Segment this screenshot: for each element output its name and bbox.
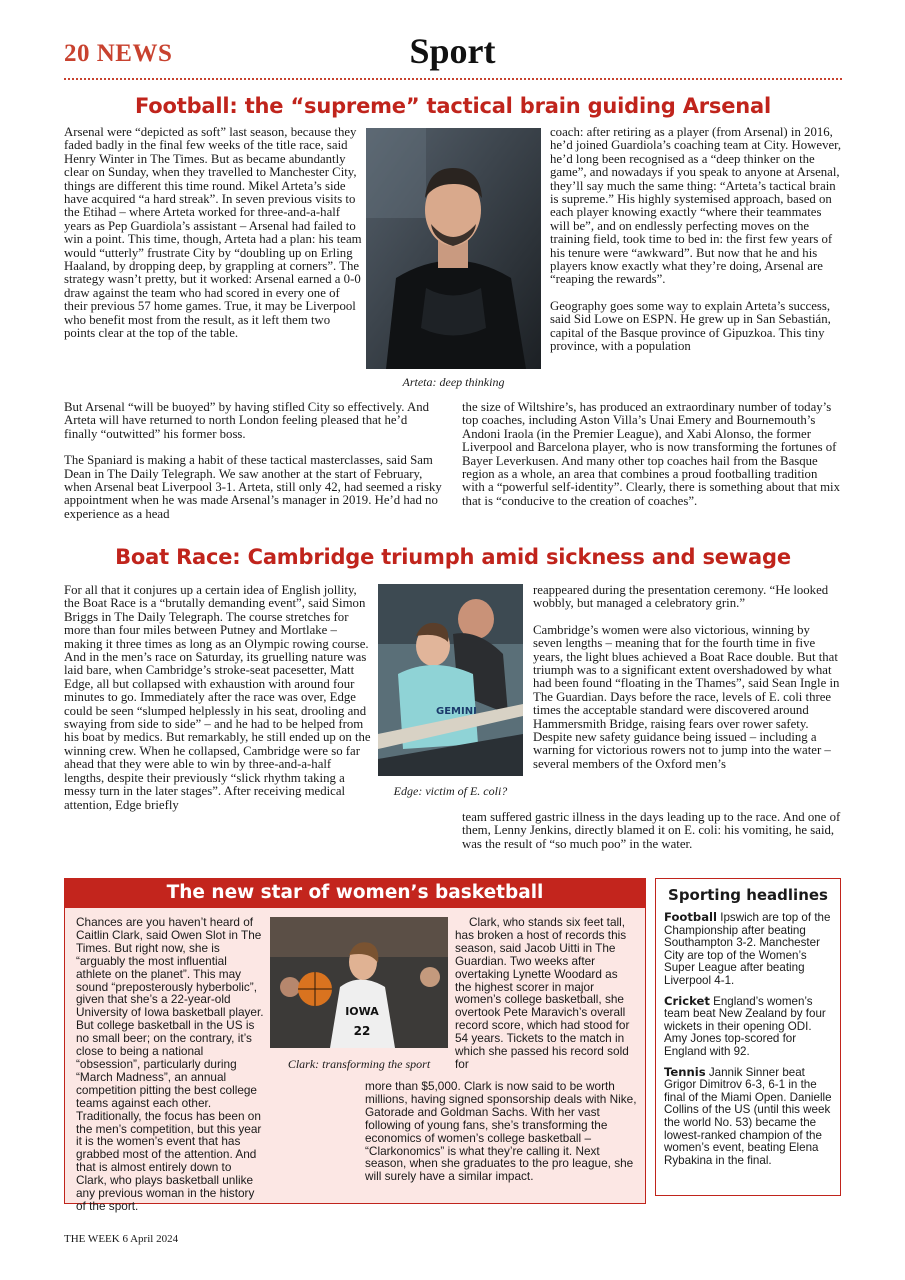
boatrace-paragraph: For all that it conjures up a certain idea of English jollity, the Boat Race is a “brutally demanding event”, said Simon Briggs in The Daily Telegraph. The course stretches for more than four miles between Putney and Mortlake – making it three times as long as an Olympic rowing course. And in the men’s race on Saturday, its gruelling nature was laid bare, when Cambridge’s stroke-seat pacesetter, Matt Edge, all but collapsed with exhaustion with around four minutes to go. Immediately after the race was over, Edge could be seen “slumped helplessly in his seat, drooling and swaying from side to side” – and he had to be helped from his boat by medics. But remarkably, he still ended up on the winning crew. When he collapsed, Cambridge were so far ahead that they were able to win by three-and-a-half lengths, despite their previously “slick rhythm taking a messy turn in the later stages”. After receiving medical attention, Edge briefly xyxy=(64,583,371,812)
football-caption: Arteta: deep thinking xyxy=(402,375,505,389)
sporting-headlines-title: Sporting headlines xyxy=(668,886,828,904)
football-paragraph: The Spaniard is making a habit of these tactical masterclasses, said Sam Dean in The Daily Telegraph. We saw another at the start of February, when Arsenal beat Liverpool 3-1. Arteta, still only 42, had seemed a risky appointment when he was made Arsenal’s manager in 2019. He’d had no experience as a head xyxy=(64,453,442,521)
football-column-left xyxy=(64,126,362,341)
football-paragraph: Geography goes some way to explain Arteta’s success, said Sid Lowe on ESPN. He grew up in San Sebastián, capital of the Basque province of Gipuzkoa. This tiny province, with a population xyxy=(550,298,831,354)
section-title: Sport xyxy=(409,31,496,71)
photo-sponsor-text: GEMINI xyxy=(436,706,477,717)
boatrace-paragraph: Cambridge’s women were also victorious, winning by seven lengths – meaning that for the fourth time in five years, the light blues achieved a Boat Race double. But that triumph was to a significant extent overshadowed by what had been found “floating in the Thames”, said Sean Ingle in The Guardian. Days before the race, levels of E. coli three times the acceptable standard were discovered around Hammersmith Bridge, raising fears over rower safety. Despite new safety guidance being issued – including a warning for victorious rowers not to jump into the water – several members of the Oxford men’s xyxy=(533,622,840,771)
headline-item-tennis xyxy=(664,1066,834,1168)
boatrace-paragraph: team suffered gastric illness in the days leading up to the race. And one of them, Lenny Jenkins, directly blamed it on E. coli: his vomiting, he said, was the result of “so much poo” in the water. xyxy=(462,810,841,851)
headline-item-football xyxy=(664,911,834,988)
headline-text: Ipswich are top of the Championship after beating Southampton 3-2. Manchester City are top of the Women’s Super League after beating Liverpool 4-1. xyxy=(664,911,831,987)
boatrace-column-left xyxy=(64,584,374,812)
football-column-right xyxy=(550,126,842,354)
clark-photo xyxy=(270,917,448,1048)
headline-text: Jannik Sinner beat Grigor Dimitrov 6-3, 6-1 in the final of the Miami Open. Danielle Collins of the US (until this week the world No. 53) became the lowest-ranked champion of the women’s event, beating Elena Rybakina in the final. xyxy=(664,1065,832,1167)
football-paragraph: the size of Wiltshire’s, has produced an extraordinary number of today’s top coaches, including Aston Villa’s Unai Emery and Bournemouth’s Andoni Iraola (in the Premier League), and Xabi Alonso, the former Liverpool and Barcelona player, who is now transforming the fortunes of Bayer Leverkusen. And many other top coaches hail from the Basque region as a whole, an area that combines a proud footballing tradition with a “powerful self-identity”. Clearly, there is something about that mix that is “conducive to the creation of coaches”. xyxy=(462,400,841,508)
headline-text: England’s women’s team beat New Zealand by four wickets in their opening ODI. Amy Jones top-scored for England with 92. xyxy=(664,994,826,1058)
basketball-column-mid xyxy=(365,1080,637,1183)
football-paragraph: coach: after retiring as a player (from Arsenal) in 2016, he’d joined Guardiola’s coaching team at City. However, he’d long been recognised as a “deep thinker on the game”, and nowadays if you speak to anyone at Arsenal, they’ll say much the same thing: “Arteta’s tactical brain is supreme.” His highly systemised approach, based on each player knowing exactly “where their teammates will be”, and on endlessly perfecting moves on the training field, took time to bed in: the first few years of his tenure were “awkward”. But now that he and his players know exactly what they’re doing, Arsenal are “reaping the rewards”. xyxy=(550,125,842,287)
boatrace-wide-right xyxy=(462,811,842,851)
football-paragraph: But Arsenal “will be buoyed” by having stifled City so effectively. And Arteta will have returned to north London feeling pleased that he’d finally “outwitted” his former boss. xyxy=(64,400,429,441)
jersey-number: 22 xyxy=(353,1024,371,1038)
boatrace-column-right xyxy=(533,584,842,771)
headline-label: Tennis xyxy=(664,1064,706,1079)
page-number: 20 NEWS xyxy=(64,40,173,67)
basketball-headline: The new star of women’s basketball xyxy=(64,878,646,908)
footer-publication: THE WEEK xyxy=(64,1233,120,1245)
jersey-text: IOWA xyxy=(345,1005,379,1018)
headline-item-cricket xyxy=(664,995,834,1059)
headline-label: Football xyxy=(664,910,717,924)
headline-label: Cricket xyxy=(664,993,710,1008)
basketball-column-right xyxy=(455,916,637,1071)
football-wide-right xyxy=(462,401,842,508)
boatrace-headline: Boat Race: Cambridge triumph amid sickness and sewage xyxy=(115,545,791,569)
football-paragraph: Arsenal were “depicted as soft” last season, because they faded badly in the final few weeks of the title race, said Henry Winter in The Times. But as became abundantly clear on Sunday, when they travelled to Manchester City, things are different this time round. Mikel Arteta’s side have acquired “a hard streak”. In seven previous visits to the Etihad – where Arteta worked for three-and-a-half years as Pep Guardiola’s assistant – Arsenal had failed to win a point. This time, though, Arteta had a plan: his team would “utterly” frustrate City by “doubling up on Erling Haaland, by dropping deep, by grappling at corners”. The strategy wasn’t pretty, but it worked: Arsenal earned a 0-0 draw against the team who had scored in every one of their previous 57 home games. True, it may be Liverpool who benefit most from the result, as it left them two points clear at the top of the table. xyxy=(64,125,362,341)
boatrace-paragraph: reappeared during the presentation ceremony. “He looked wobbly, but managed a celebratory grin.” xyxy=(533,583,829,611)
edge-photo xyxy=(378,584,523,776)
arteta-photo xyxy=(366,128,541,369)
basketball-column-left xyxy=(76,916,264,1213)
basketball-paragraph: more than $5,000. Clark is now said to be worth millions, having signed sponsorship deals with Nike, Gatorade and Goldman Sachs. With her vast following of young fans, she’s transforming the economics of women’s college basketball – “Clarkonomics” is what they’re calling it. Next season, when she graduates to the pro league, she will surely have a similar impact. xyxy=(365,1079,637,1184)
basketball-caption: Clark: transforming the sport xyxy=(287,1057,431,1071)
basketball-paragraph: Chances are you haven’t heard of Caitlin Clark, said Owen Slot in The Times. But right now, she is “arguably the most influential athlete on the planet”. This may sound “preposterously hyberbolic”, given that she’s a 22-year-old University of Iowa basketball player. But college basketball in the US is no small beer; on the contrary, it’s close to being a national “obsession”, particularly during “March Madness”, an annual competition pitting the best college teams against each other. Traditionally, the focus has been on the men’s competition, but this year it is the women’s event that has grabbed most of the attention. And that is almost entirely down to Clark, who plays basketball unlike any previous woman in the history of the sport. xyxy=(76,915,264,1213)
boatrace-caption: Edge: victim of E. coli? xyxy=(393,784,508,798)
footer-date: 6 April 2024 xyxy=(122,1233,179,1245)
basketball-paragraph: Clark, who stands six feet tall, has broken a host of records this season, said Jacob Uitti in The Guardian. Two weeks after overtaking Lynette Woodard as the highest scorer in major women’s college basketball, she overtook Pete Maravich’s overall record score, which had stood for 54 years. Tickets to the match in which she passed his record sold for xyxy=(455,915,630,1071)
header-divider xyxy=(64,78,842,80)
sporting-headlines-list xyxy=(664,911,834,1174)
footer xyxy=(64,1233,178,1245)
football-headline: Football: the “supreme” tactical brain guiding Arsenal xyxy=(135,94,771,118)
football-wide-left xyxy=(64,401,442,521)
